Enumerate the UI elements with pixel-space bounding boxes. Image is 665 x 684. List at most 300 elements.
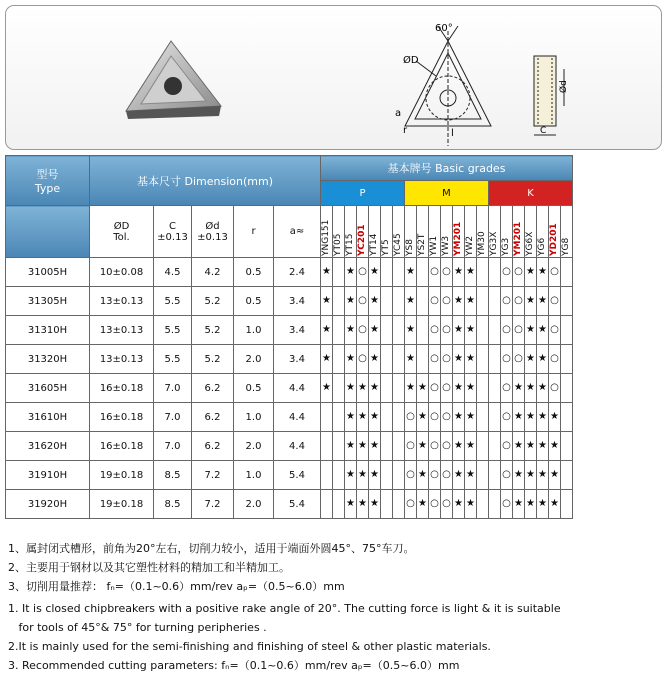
cell-c: 4.5 bbox=[154, 258, 192, 287]
grade-mark: ★ bbox=[345, 403, 357, 432]
grade-mark: ○ bbox=[501, 490, 513, 519]
grade-mark: ★ bbox=[369, 316, 381, 345]
cell-c: 8.5 bbox=[154, 490, 192, 519]
grade-name: YS8 bbox=[405, 238, 415, 256]
grade-mark: ★ bbox=[513, 403, 525, 432]
grade-mark bbox=[381, 461, 393, 490]
grade-mark bbox=[561, 374, 573, 403]
dim-col-line1: a≈ bbox=[289, 226, 305, 237]
grade-mark: ★ bbox=[537, 287, 549, 316]
grade-mark: ○ bbox=[501, 374, 513, 403]
grade-mark bbox=[381, 403, 393, 432]
grade-mark: ○ bbox=[429, 374, 441, 403]
grade-mark: ○ bbox=[441, 287, 453, 316]
cell-d: 6.2 bbox=[192, 374, 234, 403]
cell-d: 5.2 bbox=[192, 287, 234, 316]
grade-mark: ○ bbox=[429, 490, 441, 519]
grade-mark: ○ bbox=[549, 316, 561, 345]
grade-mark bbox=[333, 258, 345, 287]
grade-mark bbox=[489, 258, 501, 287]
grade-mark: ★ bbox=[453, 403, 465, 432]
grade-mark: ★ bbox=[549, 490, 561, 519]
cell-c: 7.0 bbox=[154, 432, 192, 461]
grade-mark bbox=[393, 287, 405, 316]
grade-mark bbox=[561, 316, 573, 345]
cell-d: 4.2 bbox=[192, 258, 234, 287]
grade-mark: ★ bbox=[321, 374, 333, 403]
grade-mark bbox=[477, 490, 489, 519]
grade-name: YT5 bbox=[381, 238, 391, 256]
grade-mark: ★ bbox=[453, 258, 465, 287]
type-label-en: Type bbox=[34, 182, 61, 195]
grade-mark bbox=[321, 461, 333, 490]
grade-mark: ○ bbox=[429, 316, 441, 345]
grade-mark: ○ bbox=[429, 461, 441, 490]
cell-d: 10±0.08 bbox=[90, 258, 154, 287]
group-m: M bbox=[405, 181, 489, 206]
cell-r: 0.5 bbox=[234, 258, 274, 287]
dim-col-header bbox=[192, 206, 234, 258]
grade-name: YG6 bbox=[537, 237, 547, 256]
grade-mark: ★ bbox=[345, 432, 357, 461]
cell-d: 16±0.18 bbox=[90, 403, 154, 432]
cell-d: 5.2 bbox=[192, 345, 234, 374]
grade-mark: ★ bbox=[345, 316, 357, 345]
grade-mark: ★ bbox=[465, 403, 477, 432]
grade-mark bbox=[333, 316, 345, 345]
table-row bbox=[6, 461, 573, 490]
dim-col-header bbox=[154, 206, 192, 258]
grade-header bbox=[381, 206, 393, 258]
grade-mark bbox=[489, 287, 501, 316]
grade-header bbox=[357, 206, 369, 258]
grade-mark bbox=[489, 316, 501, 345]
cell-type: 31910H bbox=[6, 461, 90, 490]
grade-mark: ★ bbox=[417, 432, 429, 461]
grade-mark: ★ bbox=[345, 490, 357, 519]
grade-mark bbox=[321, 490, 333, 519]
grade-mark: ★ bbox=[549, 403, 561, 432]
cell-d: 16±0.18 bbox=[90, 432, 154, 461]
cell-d: 13±0.13 bbox=[90, 287, 154, 316]
grade-name: YD201 bbox=[549, 222, 559, 256]
grade-mark: ★ bbox=[321, 258, 333, 287]
grade-mark: ○ bbox=[549, 345, 561, 374]
grade-mark: ○ bbox=[441, 258, 453, 287]
grade-mark: ★ bbox=[525, 374, 537, 403]
grade-mark: ★ bbox=[417, 403, 429, 432]
grade-mark: ★ bbox=[537, 403, 549, 432]
grade-mark: ★ bbox=[345, 258, 357, 287]
cell-r: 1.0 bbox=[234, 461, 274, 490]
dim-col-line2: ±0.13 bbox=[157, 231, 188, 243]
dim-col-line2: Tol. bbox=[113, 231, 130, 243]
grade-mark: ★ bbox=[465, 374, 477, 403]
grade-header bbox=[321, 206, 333, 258]
note-en-1b: for tools of 45°& 75° for turning peripheries . bbox=[8, 621, 267, 634]
type-label-cn: 型号 bbox=[36, 168, 59, 181]
grade-mark bbox=[393, 374, 405, 403]
cell-d: 13±0.13 bbox=[90, 316, 154, 345]
grade-name: YC201 bbox=[357, 223, 367, 256]
cell-r: 0.5 bbox=[234, 374, 274, 403]
grade-name: YW1 bbox=[429, 235, 439, 256]
grade-mark: ○ bbox=[429, 403, 441, 432]
grade-name: YT15 bbox=[345, 233, 355, 256]
grade-mark bbox=[561, 258, 573, 287]
grade-mark: ○ bbox=[441, 461, 453, 490]
type-col-spacer bbox=[6, 206, 90, 258]
grade-mark: ★ bbox=[369, 345, 381, 374]
grade-name: YG8 bbox=[561, 237, 571, 256]
grade-header bbox=[429, 206, 441, 258]
grade-mark: ○ bbox=[501, 345, 513, 374]
dim-col-line1: ØD bbox=[113, 220, 130, 232]
table-row bbox=[6, 258, 573, 287]
table-row bbox=[6, 432, 573, 461]
grade-mark bbox=[561, 403, 573, 432]
cell-d: 7.2 bbox=[192, 461, 234, 490]
grade-mark: ★ bbox=[525, 490, 537, 519]
grade-header bbox=[369, 206, 381, 258]
note-cn-3: 3、切削用量推荐： fₙ=（0.1~0.6）mm/rev aₚ=（0.5~6.0）mm bbox=[8, 580, 345, 593]
cell-d: 6.2 bbox=[192, 403, 234, 432]
grade-header bbox=[465, 206, 477, 258]
grade-name: YG3X bbox=[489, 231, 499, 256]
grade-mark: ○ bbox=[501, 316, 513, 345]
grade-mark bbox=[333, 490, 345, 519]
grade-header bbox=[549, 206, 561, 258]
cell-a: 4.4 bbox=[274, 403, 321, 432]
grade-mark: ○ bbox=[501, 461, 513, 490]
grade-mark bbox=[489, 345, 501, 374]
grade-mark: ★ bbox=[453, 316, 465, 345]
cell-c: 5.5 bbox=[154, 345, 192, 374]
note-en-3: 3. Recommended cutting parameters: fₙ=（0.1~0.6）mm/rev aₚ=（0.5~6.0）mm bbox=[8, 659, 460, 672]
grade-mark bbox=[477, 432, 489, 461]
grade-mark bbox=[381, 374, 393, 403]
cell-d: 6.2 bbox=[192, 432, 234, 461]
grade-mark bbox=[393, 316, 405, 345]
grade-mark: ★ bbox=[417, 461, 429, 490]
group-k: K bbox=[489, 181, 573, 206]
grade-mark bbox=[381, 316, 393, 345]
cell-c: 5.5 bbox=[154, 316, 192, 345]
grade-mark: ★ bbox=[525, 316, 537, 345]
notes bbox=[8, 539, 561, 675]
grade-mark bbox=[393, 258, 405, 287]
dim-col-line2: ±0.13 bbox=[197, 231, 228, 243]
grade-mark: ★ bbox=[369, 490, 381, 519]
grade-mark: ★ bbox=[537, 374, 549, 403]
grade-mark bbox=[321, 432, 333, 461]
grade-mark: ○ bbox=[429, 345, 441, 374]
grade-header bbox=[417, 206, 429, 258]
grade-mark: ★ bbox=[405, 316, 417, 345]
cell-d: 7.2 bbox=[192, 490, 234, 519]
grade-mark bbox=[477, 258, 489, 287]
grade-mark: ★ bbox=[369, 287, 381, 316]
insert-side-view bbox=[526, 51, 586, 141]
note-en-1: 1. It is closed chipbreakers with a positive rake angle of 20°. The cutting force is light & it is suitable bbox=[8, 602, 561, 615]
grade-mark bbox=[489, 403, 501, 432]
grade-mark: ★ bbox=[525, 345, 537, 374]
grade-mark bbox=[333, 374, 345, 403]
grade-mark: ○ bbox=[405, 403, 417, 432]
grade-mark bbox=[333, 287, 345, 316]
a-label: a bbox=[395, 108, 402, 119]
grade-header bbox=[489, 206, 501, 258]
grade-mark: ○ bbox=[549, 287, 561, 316]
grade-mark: ★ bbox=[465, 490, 477, 519]
grade-mark: ○ bbox=[357, 316, 369, 345]
grade-header bbox=[405, 206, 417, 258]
grade-mark bbox=[381, 490, 393, 519]
grade-mark bbox=[393, 461, 405, 490]
grade-name: YM201 bbox=[513, 221, 523, 256]
grade-mark: ○ bbox=[441, 432, 453, 461]
grades-header: 基本牌号 Basic grades bbox=[321, 156, 573, 181]
grade-mark: ★ bbox=[465, 345, 477, 374]
grade-mark: ★ bbox=[537, 316, 549, 345]
grade-name: YG6X bbox=[525, 231, 535, 256]
cell-type: 31305H bbox=[6, 287, 90, 316]
grade-header bbox=[345, 206, 357, 258]
grade-mark: ★ bbox=[465, 461, 477, 490]
cell-c: 8.5 bbox=[154, 461, 192, 490]
grade-mark: ★ bbox=[405, 374, 417, 403]
table-row bbox=[6, 287, 573, 316]
grade-mark bbox=[333, 345, 345, 374]
grade-header bbox=[537, 206, 549, 258]
grade-mark: ○ bbox=[513, 345, 525, 374]
grade-mark: ★ bbox=[417, 374, 429, 403]
grade-mark: ○ bbox=[429, 287, 441, 316]
grade-mark bbox=[489, 374, 501, 403]
grade-mark: ★ bbox=[525, 461, 537, 490]
grade-mark: ★ bbox=[357, 490, 369, 519]
grade-mark: ○ bbox=[501, 258, 513, 287]
grade-mark bbox=[417, 345, 429, 374]
d-label: Ød bbox=[559, 80, 569, 93]
table-row bbox=[6, 490, 573, 519]
note-cn-1: 1、属封闭式槽形，前角为20°左右，切削力较小，适用于端面外圆45°、75°车刀。 bbox=[8, 542, 415, 555]
grade-mark bbox=[333, 432, 345, 461]
grade-mark bbox=[561, 287, 573, 316]
grade-mark: ★ bbox=[345, 374, 357, 403]
grade-mark bbox=[393, 403, 405, 432]
grade-mark: ★ bbox=[513, 461, 525, 490]
grade-mark: ★ bbox=[537, 258, 549, 287]
grade-name: YW2 bbox=[465, 235, 475, 256]
grade-mark bbox=[489, 490, 501, 519]
grade-mark: ★ bbox=[549, 461, 561, 490]
grade-mark: ★ bbox=[405, 258, 417, 287]
grade-header bbox=[561, 206, 573, 258]
grade-header bbox=[501, 206, 513, 258]
grade-mark bbox=[417, 287, 429, 316]
grade-mark bbox=[321, 403, 333, 432]
grade-mark bbox=[489, 432, 501, 461]
cell-a: 5.4 bbox=[274, 490, 321, 519]
grade-name: YT05 bbox=[333, 233, 343, 256]
cell-a: 5.4 bbox=[274, 461, 321, 490]
grade-mark: ★ bbox=[321, 287, 333, 316]
grade-mark: ★ bbox=[369, 374, 381, 403]
grade-mark: ○ bbox=[513, 287, 525, 316]
grade-mark: ★ bbox=[369, 258, 381, 287]
grade-mark: ★ bbox=[345, 287, 357, 316]
dim-col-header bbox=[274, 206, 321, 258]
cell-a: 3.4 bbox=[274, 287, 321, 316]
grade-mark bbox=[381, 345, 393, 374]
grade-mark: ★ bbox=[321, 345, 333, 374]
grade-mark: ★ bbox=[357, 432, 369, 461]
l-label: l bbox=[451, 128, 454, 139]
cell-type: 31610H bbox=[6, 403, 90, 432]
cell-type: 31005H bbox=[6, 258, 90, 287]
grade-name: YM30 bbox=[477, 230, 487, 256]
grade-header bbox=[513, 206, 525, 258]
grade-mark: ★ bbox=[453, 461, 465, 490]
table-row bbox=[6, 316, 573, 345]
grade-mark: ★ bbox=[525, 403, 537, 432]
grade-mark: ★ bbox=[405, 345, 417, 374]
grade-mark: ★ bbox=[357, 403, 369, 432]
grade-mark bbox=[333, 403, 345, 432]
cell-type: 31605H bbox=[6, 374, 90, 403]
dim-col-line1: r bbox=[251, 226, 256, 237]
grade-mark bbox=[381, 432, 393, 461]
cell-c: 7.0 bbox=[154, 374, 192, 403]
grade-mark: ○ bbox=[501, 403, 513, 432]
grade-header bbox=[393, 206, 405, 258]
grade-mark: ★ bbox=[453, 432, 465, 461]
grade-mark bbox=[393, 345, 405, 374]
dim-col-line1: Ød bbox=[205, 220, 220, 232]
grade-name: YC45 bbox=[393, 232, 403, 256]
grade-mark: ○ bbox=[405, 490, 417, 519]
grade-mark: ★ bbox=[525, 432, 537, 461]
grade-mark: ○ bbox=[549, 374, 561, 403]
grade-mark bbox=[477, 345, 489, 374]
cell-type: 31920H bbox=[6, 490, 90, 519]
grade-mark bbox=[381, 258, 393, 287]
table-row bbox=[6, 403, 573, 432]
cell-c: 5.5 bbox=[154, 287, 192, 316]
grade-mark bbox=[417, 258, 429, 287]
grade-mark: ○ bbox=[501, 432, 513, 461]
grade-mark: ★ bbox=[405, 287, 417, 316]
grade-mark: ○ bbox=[549, 258, 561, 287]
grade-mark: ○ bbox=[429, 258, 441, 287]
grade-mark bbox=[477, 287, 489, 316]
grade-mark: ○ bbox=[441, 490, 453, 519]
grade-mark: ★ bbox=[321, 316, 333, 345]
group-p: P bbox=[321, 181, 405, 206]
cell-a: 4.4 bbox=[274, 374, 321, 403]
dimension-header: 基本尺寸 Dimension(mm) bbox=[90, 156, 321, 206]
cell-r: 2.0 bbox=[234, 432, 274, 461]
r-label: r bbox=[403, 125, 408, 136]
cell-r: 2.0 bbox=[234, 490, 274, 519]
cell-type: 31320H bbox=[6, 345, 90, 374]
grade-name: YS2T bbox=[417, 233, 427, 256]
grade-mark: ★ bbox=[453, 374, 465, 403]
cell-a: 4.4 bbox=[274, 432, 321, 461]
grade-mark: ★ bbox=[369, 403, 381, 432]
cell-type: 31620H bbox=[6, 432, 90, 461]
grade-mark bbox=[489, 461, 501, 490]
grade-mark: ★ bbox=[453, 490, 465, 519]
grade-name: YT14 bbox=[369, 233, 379, 256]
product-illustration-panel bbox=[5, 5, 662, 150]
cell-d: 19±0.18 bbox=[90, 490, 154, 519]
dia-label: ØD bbox=[403, 55, 419, 66]
grade-mark: ○ bbox=[429, 432, 441, 461]
cell-r: 1.0 bbox=[234, 403, 274, 432]
grade-mark: ○ bbox=[501, 287, 513, 316]
grade-mark: ○ bbox=[441, 403, 453, 432]
insert-3d-image bbox=[116, 31, 236, 131]
grade-mark: ★ bbox=[357, 461, 369, 490]
grade-mark: ★ bbox=[465, 432, 477, 461]
grade-name: YM201 bbox=[453, 221, 463, 256]
grade-mark: ○ bbox=[513, 258, 525, 287]
cell-d: 5.2 bbox=[192, 316, 234, 345]
grade-mark: ★ bbox=[525, 258, 537, 287]
grade-mark: ★ bbox=[525, 287, 537, 316]
grade-mark: ○ bbox=[441, 374, 453, 403]
grade-mark bbox=[561, 461, 573, 490]
cell-d: 19±0.18 bbox=[90, 461, 154, 490]
cell-r: 1.0 bbox=[234, 316, 274, 345]
table-row bbox=[6, 345, 573, 374]
angle-label: 60° bbox=[435, 23, 453, 34]
grade-mark: ★ bbox=[549, 432, 561, 461]
grade-mark: ★ bbox=[465, 316, 477, 345]
grade-mark: ○ bbox=[513, 316, 525, 345]
grade-name: YW3 bbox=[441, 235, 451, 256]
grade-mark bbox=[561, 490, 573, 519]
grade-mark: ○ bbox=[441, 316, 453, 345]
grade-mark: ★ bbox=[537, 345, 549, 374]
cell-d: 16±0.18 bbox=[90, 374, 154, 403]
grade-header bbox=[477, 206, 489, 258]
grade-mark: ○ bbox=[357, 345, 369, 374]
grade-mark bbox=[477, 374, 489, 403]
grade-mark: ○ bbox=[405, 432, 417, 461]
grade-name: YG3 bbox=[501, 237, 511, 256]
grade-mark: ★ bbox=[537, 461, 549, 490]
c-label: C bbox=[540, 126, 547, 136]
grade-mark: ★ bbox=[345, 345, 357, 374]
grade-mark bbox=[381, 287, 393, 316]
grade-mark: ★ bbox=[537, 490, 549, 519]
grade-mark: ★ bbox=[357, 374, 369, 403]
table-row bbox=[6, 374, 573, 403]
grade-mark bbox=[477, 316, 489, 345]
grade-mark: ○ bbox=[357, 287, 369, 316]
cell-c: 7.0 bbox=[154, 403, 192, 432]
grade-mark: ★ bbox=[537, 432, 549, 461]
grade-mark bbox=[561, 432, 573, 461]
grade-mark: ○ bbox=[357, 258, 369, 287]
dim-col-line1: C bbox=[169, 220, 176, 232]
grade-mark: ★ bbox=[369, 432, 381, 461]
grade-mark: ★ bbox=[345, 461, 357, 490]
grade-mark bbox=[477, 403, 489, 432]
